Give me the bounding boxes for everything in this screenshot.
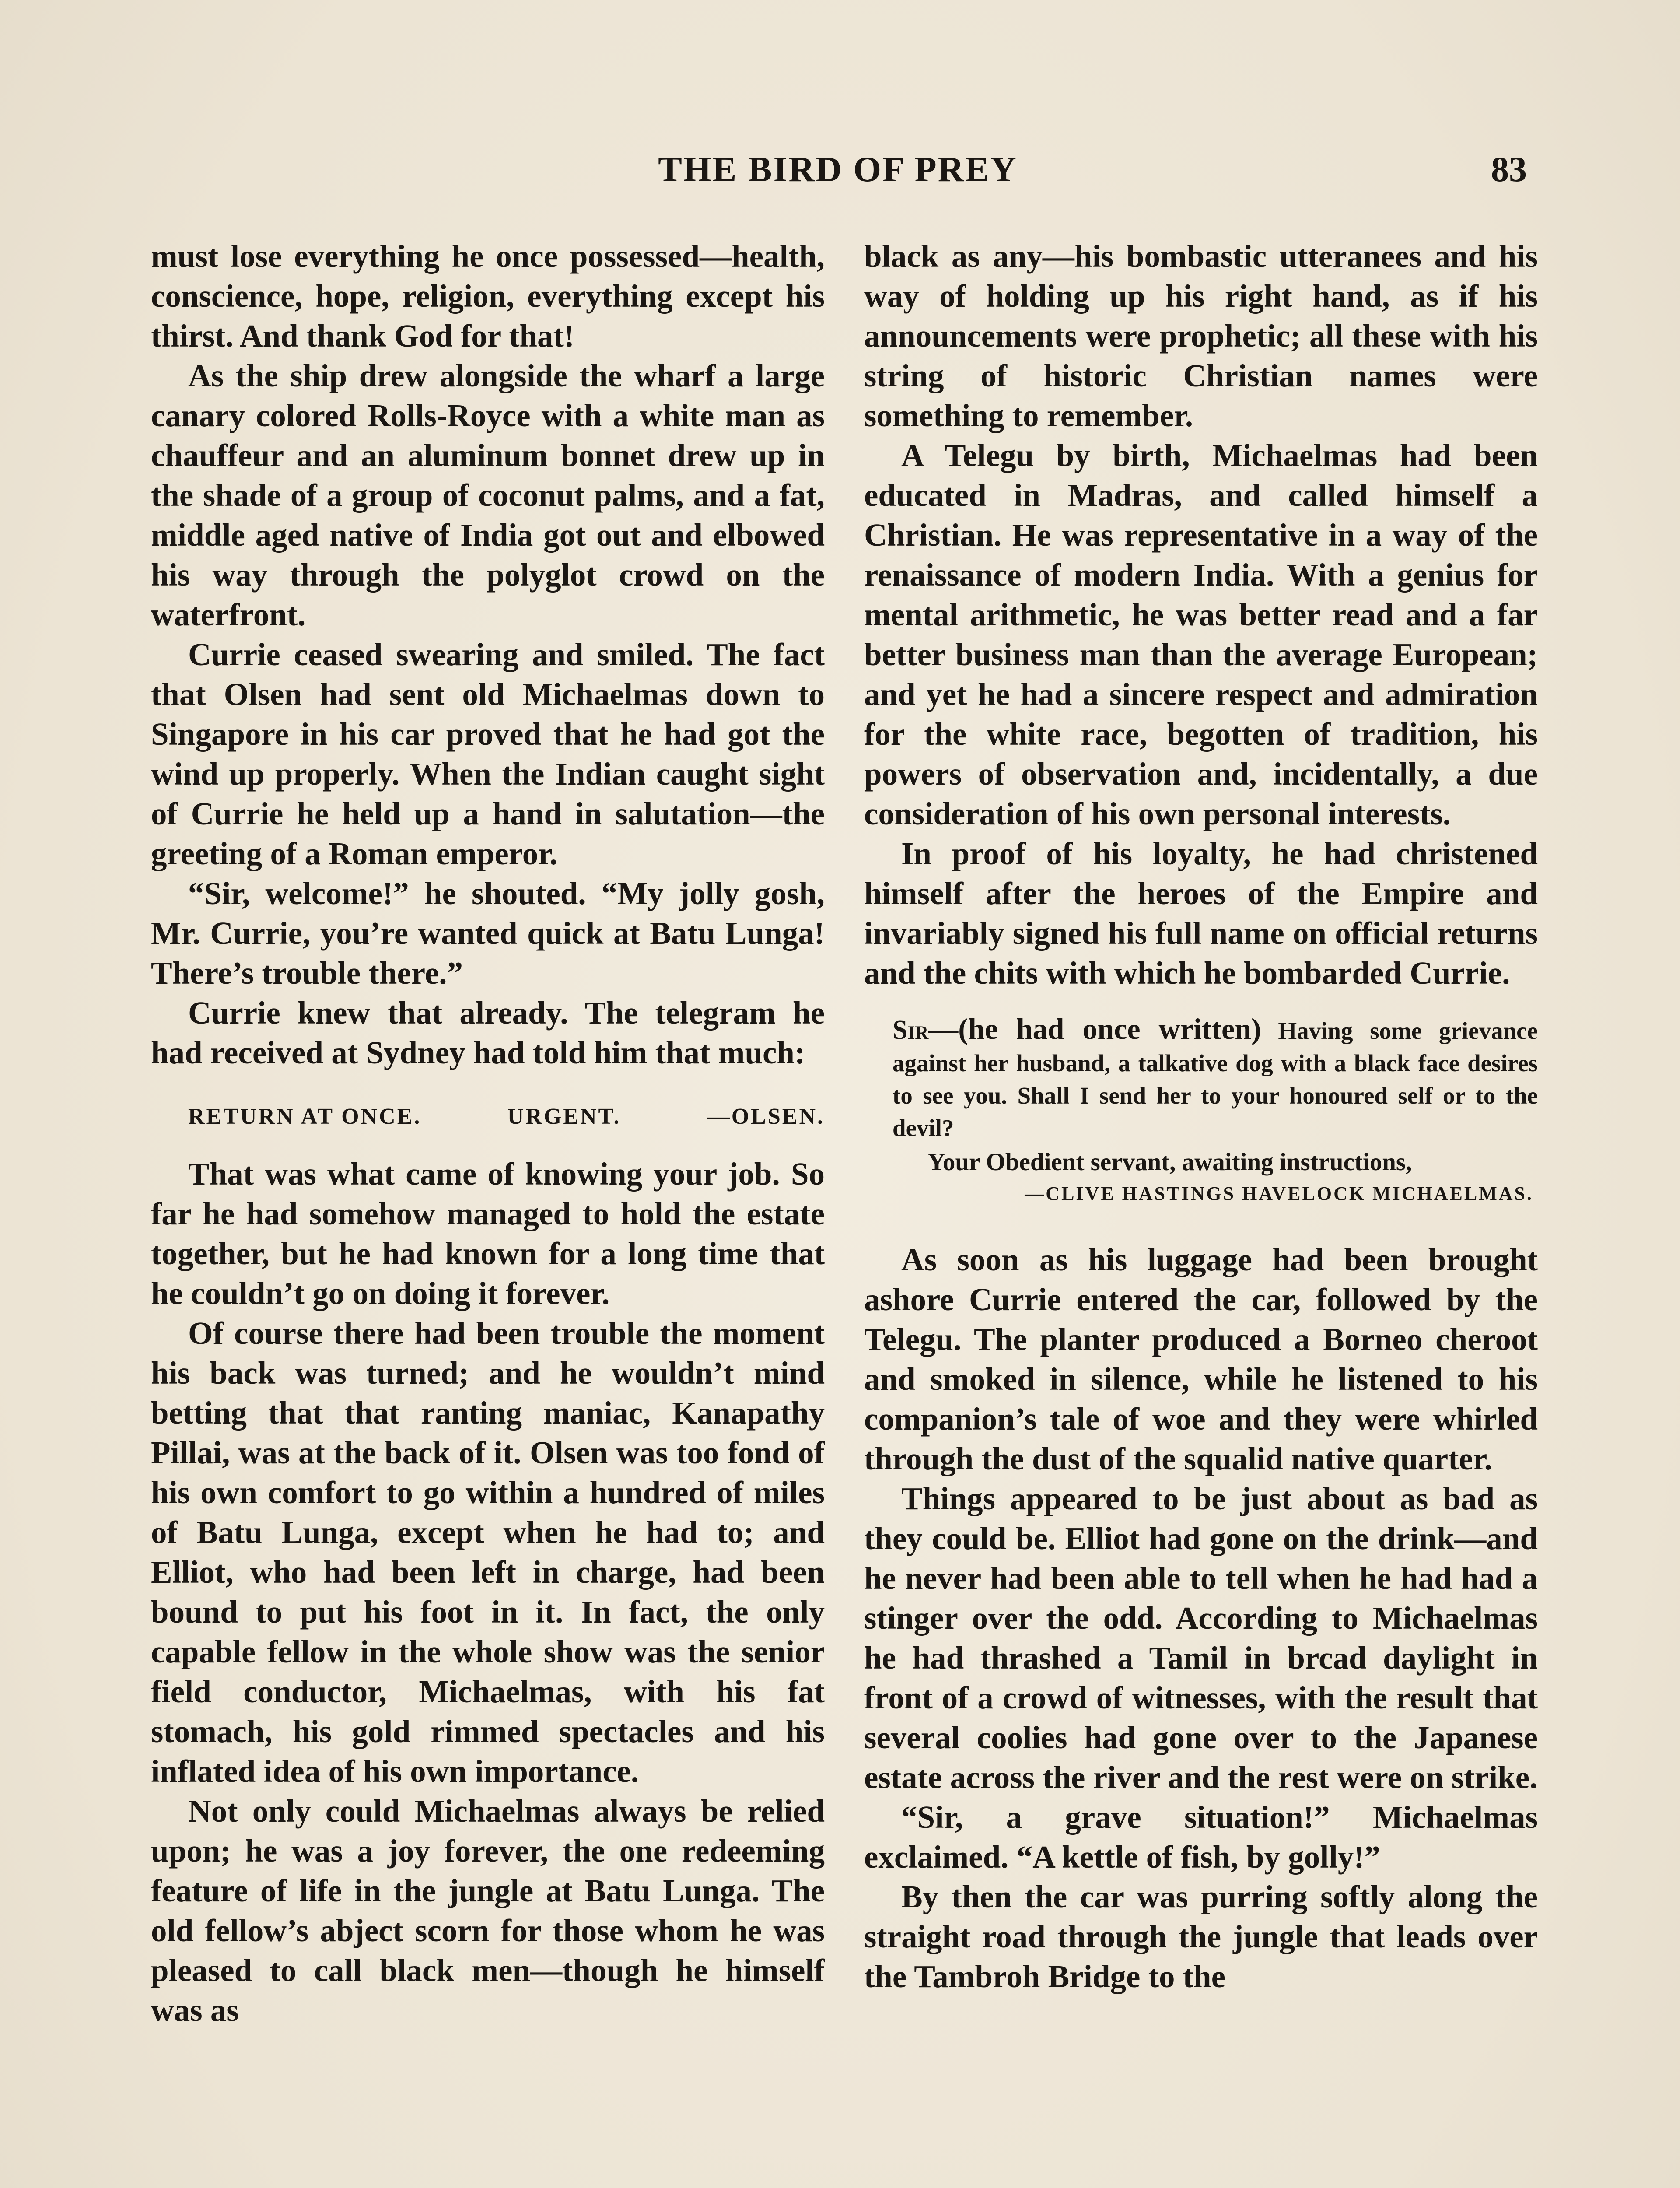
paragraph: Currie ceased swearing and smiled. The fact that Olsen had sent old Michaelmas down to Singapore in his car proved that he had got the wind up properly. When the Indian caught sight of Currie he held up a hand in salutation—the greeting of a Roman emperor. [151,637,825,871]
page-number: 83 [1491,149,1527,189]
paragraph: By then the car was purring softly along the straight road through the jungle that leads over the Tambroh Bridge to the [864,1879,1538,1994]
paragraph: must lose everything he once possessed—health, conscience, hope, religion, everything except his thirst. And thank God for that! [151,238,825,354]
paragraph: Of course there had been trouble the moment his back was turned; and he wouldn’t mind betting that that ranting maniac, Kanapathy Pillai, was at the back of it. Olsen was too fond of his own comfort to go within a hundred of miles of Batu Lunga, except when he had to; and Elliot, who had been left in charge, had been bound to put his foot in it. In fact, the only capable fellow in the whole show was the senior field conductor, Michaelmas, with his fat stomach, his gold rimmed spectacles and his inflated idea of his own importance. [151,1315,825,1789]
paragraph: Currie knew that already. The telegram he had received at Sydney had told him that much: [151,995,825,1070]
paragraph: As soon as his luggage had been brought ashore Currie entered the car, followed by the Telegu. The planter produced a Borneo cheroot and smoked in silence, while he listened to his companion’s tale of woe and they were whirled through the dust of the squalid native quarter. [864,1242,1538,1476]
running-head: THE BIRD OF PREY [658,149,1018,189]
paragraph: In proof of his loyalty, he had christened himself after the heroes of the Empire and invariably signed his full name on official returns and the chits with which he bombarded Currie. [864,836,1538,991]
telegram-part: URGENT. [507,1104,621,1129]
paragraph: That was what came of knowing your job. So far he had somehow managed to hold the estate together, but he had known for a long time that he couldn’t go on doing it forever. [151,1156,825,1311]
letter-closing: Your Obedient servant, awaiting instructions, [928,1148,1412,1176]
paragraph: As the ship drew alongside the wharf a large canary colored Rolls-Royce with a white man as chauffeur and an aluminum bonnet drew up in the shade of a group of coconut palms, and a fat, middle aged native of India got out and elbowed his way through the polyglot crowd on the waterfront. [151,358,825,632]
paragraph: Not only could Michaelmas always be relied upon; he was a joy forever, the one redeeming feature of life in the jungle at Batu Lunga. The old fellow’s abject scorn for those whom he was pleased to call black men—though he himself was as [151,1793,825,2028]
letter-aside: —(he had once written) [928,1012,1261,1045]
telegram-text [151,1097,825,1136]
letter-signature: —CLIVE HASTINGS HAVELOCK MICHAELMAS. [1025,1183,1533,1204]
paragraph: black as any—his bombastic utteranees and his way of holding up his right hand, as if his announcements were prophetic; all these with his string of historic Christian names were something to remember. [864,238,1538,433]
right-column [864,236,1538,1996]
paragraph: Things appeared to be just about as bad as they could be. Elliot had gone on the drink—and he never had been able to tell when he had had a stinger over the odd. According to Michaelmas he had thrashed a Tamil in brcad daylight in front of a crowd of witnesses, with the result that several coolies had gone over to the Japanese estate across the river and the rest were on strike. [864,1481,1538,1795]
left-column [151,236,825,2030]
paragraph: “Sir, welcome!” he shouted. “My jolly gosh, Mr. Currie, you’re wanted quick at Batu Lunga! There’s trouble there.” [151,876,825,991]
letter-salutation: Sir [892,1015,929,1045]
letter-text: Having some grievance against her husband, a talkative dog with a black face desires to see you. Shall I send her to your honoured self or to the devil? [892,1017,1538,1141]
paragraph: A Telegu by birth, Michaelmas had been educated in Madras, and called himself a Christian. He was representative in a way of the renaissance of modern India. With a genius for mental arithmetic, he was better read and a far better business man than the average European; and yet he had a sincere respect and admiration for the white race, begotten of tradition, his powers of observation and, incidentally, a due consideration of his own personal interests. [864,438,1538,831]
page-header [149,149,1527,201]
quoted-letter [892,1013,1538,1209]
paragraph: “Sir, a grave situation!” Michaelmas exclaimed. “A kettle of fish, by golly!” [864,1799,1538,1875]
letter-body [892,1013,1538,1144]
telegram-signature: —OLSEN. [707,1104,825,1129]
telegram-part: RETURN AT ONCE. [188,1104,422,1129]
